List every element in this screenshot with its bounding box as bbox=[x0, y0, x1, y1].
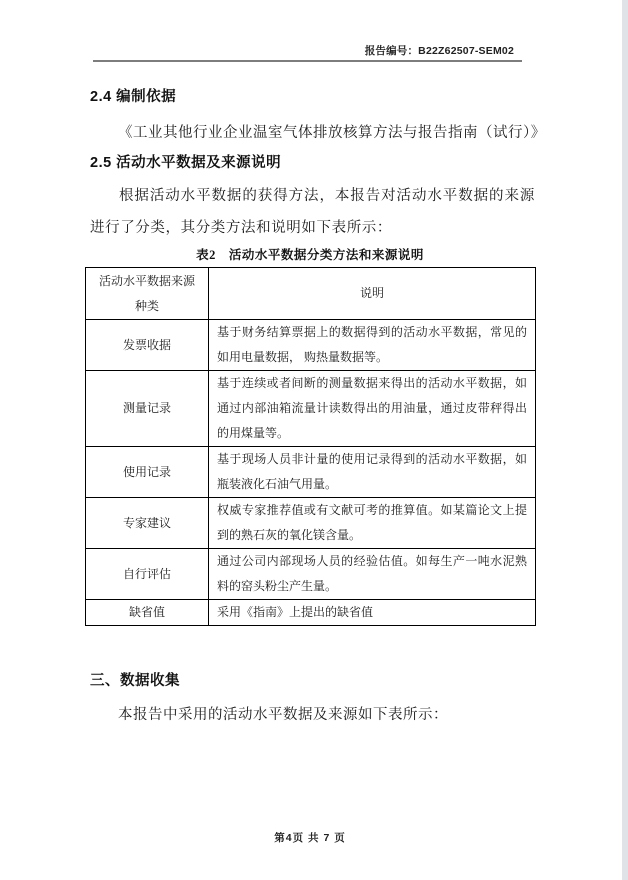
category-cell: 发票收据 bbox=[86, 320, 209, 371]
description-cell: 通过公司内部现场人员的经验估值。如每生产一吨水泥熟料的窑头粉尘产生量。 bbox=[209, 549, 536, 600]
description-cell: 基于现场人员非计量的使用记录得到的活动水平数据，如瓶装液化石油气用量。 bbox=[209, 447, 536, 498]
table-row bbox=[86, 600, 536, 626]
report-number: 报告编号：B22Z62507-SEM02 bbox=[364, 45, 514, 57]
page-number-footer: 第4页 共 7 页 bbox=[274, 832, 346, 844]
section-2-5-heading: 2.5 活动水平数据及来源说明 bbox=[90, 155, 282, 171]
category-cell: 自行评估 bbox=[86, 549, 209, 600]
table2-caption: 表2 活动水平数据分类方法和来源说明 bbox=[196, 248, 424, 262]
description-cell: 采用《指南》上提出的缺省值 bbox=[209, 600, 536, 626]
column-header-category: 活动水平数据来源种类 bbox=[86, 268, 209, 320]
section-2-4-body: 《工业其他行业企业温室气体排放核算方法与报告指南（试行）》 bbox=[118, 125, 546, 141]
description-cell: 基于连续或者间断的测量数据来得出的活动水平数据，如通过内部油箱流量计读数得出的用油量，通过皮带秤得出的用煤量等。 bbox=[209, 371, 536, 447]
section-2-5-body: 根据活动水平数据的获得方法，本报告对活动水平数据的来源进行了分类，其分类方法和说明如下表所示： bbox=[90, 188, 535, 236]
page-right-edge-strip bbox=[622, 0, 628, 880]
table-row bbox=[86, 320, 536, 371]
section-3-body: 本报告中采用的活动水平数据及来源如下表所示： bbox=[118, 707, 448, 723]
category-cell: 使用记录 bbox=[86, 447, 209, 498]
table-row bbox=[86, 549, 536, 600]
table-row bbox=[86, 371, 536, 447]
activity-data-source-table bbox=[85, 267, 536, 626]
category-cell: 专家建议 bbox=[86, 498, 209, 549]
category-cell: 测量记录 bbox=[86, 371, 209, 447]
table-row bbox=[86, 447, 536, 498]
table-header-row bbox=[86, 268, 536, 320]
column-header-description: 说明 bbox=[209, 268, 536, 320]
description-cell: 权威专家推荐值或有文献可考的推算值。如某篇论文上提到的熟石灰的氧化镁含量。 bbox=[209, 498, 536, 549]
section-2-4-heading: 2.4 编制依据 bbox=[90, 89, 177, 105]
category-cell: 缺省值 bbox=[86, 600, 209, 626]
header-divider bbox=[93, 60, 522, 62]
table-row bbox=[86, 498, 536, 549]
section-3-heading: 三、数据收集 bbox=[90, 673, 180, 689]
description-cell: 基于财务结算票据上的数据得到的活动水平数据，常见的如用电量数据， 购热量数据等。 bbox=[209, 320, 536, 371]
